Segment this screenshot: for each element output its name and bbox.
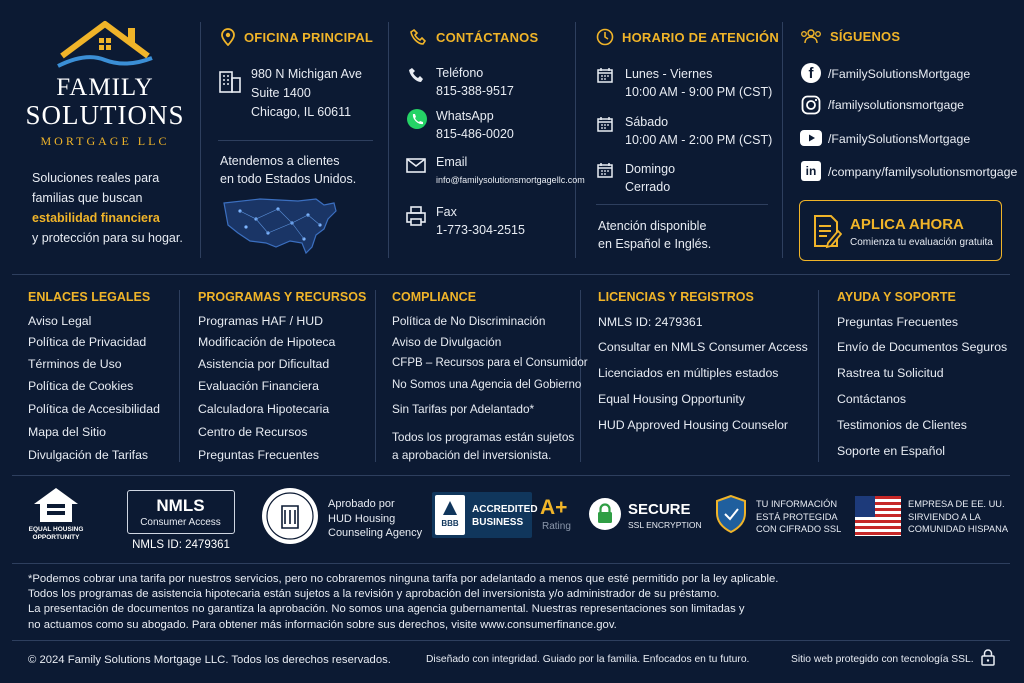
apply-now-sub: Comienza tu evaluación gratuita [850,237,993,248]
compliance-note: Todos los programas están sujetos a aprobación del inversionista. [392,430,575,462]
hours-row: Sábado 10:00 AM - 2:00 PM (CST) [625,115,773,147]
support-heading: AYUDA Y SOPORTE [837,290,956,304]
protection-label: TU INFORMACIÓN ESTÁ PROTEGIDA CON CIFRADO SSL [756,499,842,534]
hud-seal-icon [260,486,320,546]
secure-sub: SSL ENCRYPTION [628,520,702,530]
hud-label: Aprobado por HUD Housing Counseling Agency [328,498,423,539]
brand-name-line1: FAMILY [56,74,154,101]
hours-languages: Atención disponible en Español e Inglés. [598,219,712,251]
equal-housing-badge [26,486,86,546]
legal-link[interactable]: Divulgación de Tarifas [28,448,149,462]
social-youtube-link[interactable]: /FamilySolutionsMortgage [828,132,971,146]
compliance-link[interactable]: CFPB – Recursos para el Consumidor [392,357,588,369]
support-link[interactable]: Contáctanos [837,392,907,406]
legal-link[interactable]: Política de Accesibilidad [28,402,160,416]
compliance-link[interactable]: Sin Tarifas por Adelantado* [392,402,535,416]
secure-lock-icon [588,497,622,531]
compliance-link[interactable]: No Somos una Agencia del Gobierno [392,379,582,391]
nmls-id: NMLS ID: 2479361 [132,539,230,551]
logo[interactable] [20,18,190,153]
linkedin-icon[interactable]: in [801,161,821,181]
clock-icon [596,28,614,46]
brand-name-line3: MORTGAGE LLC [40,134,170,148]
social-heading: SÍGUENOS [800,28,900,44]
licenses-link[interactable]: HUD Approved Housing Counselor [598,418,789,432]
bbb-accredited: ACCREDITED BUSINESS [472,504,538,528]
programs-link[interactable]: Modificación de Hipoteca [198,335,336,349]
divider [12,475,1010,476]
divider [375,290,376,462]
shield-icon [714,494,748,534]
disclaimer: *Podemos cobrar una tarifa por nuestros servicios, pero no cobraremos ninguna tarifa por adelantado a menos que esté permitido por la ley aplicable. Todos los programas de asistencia hipotecaria están sujetos a la revisión y aprobación del inversionista y/o administrador de su préstamo. La presentación de documentos no garantiza la aprobación. No somos una agencia gubernamental. Nuestras representaciones son limitadas y no actuamos como su abogado. Para obtener más información sobre sus derechos, visite www.consumerfinance.gov. [28,573,779,631]
usa-flag-icon [855,496,901,536]
divider [388,22,389,258]
hours-row: Domingo Cerrado [625,162,676,194]
divider [179,290,180,462]
office-coverage: Atendemos a clientes en todo Estados Unidos. [220,154,357,186]
bbb-rating-label: Rating [542,521,571,532]
divider [782,22,783,258]
programs-link[interactable]: Centro de Recursos [198,425,308,439]
brand-tagline: Soluciones reales para familias que buscan estabilidad financiera y protección para su hogar. [32,168,200,248]
support-link[interactable]: Envío de Documentos Seguros [837,340,1008,354]
lock-icon [981,648,995,666]
licenses-link[interactable]: NMLS ID: 2479361 [598,315,703,329]
programs-link[interactable]: Evaluación Financiera [198,379,319,393]
divider [200,22,201,258]
divider [575,22,576,258]
social-linkedin-link[interactable]: /company/familysolutionsmortgage [828,165,1018,179]
ssl-notice: Sitio web protegido con tecnología SSL. [791,654,974,665]
social-facebook-link[interactable]: /FamilySolutionsMortgage [828,67,971,81]
contact-email[interactable]: Email info@familysolutionsmortgagellc.com [436,155,585,185]
equal-housing-label: EQUAL HOUSING OPPORTUNITY [28,526,84,541]
programs-link[interactable]: Calculadora Hipotecaria [198,402,330,416]
copyright: © 2024 Family Solutions Mortgage LLC. Todos los derechos reservados. [28,654,391,666]
legal-link[interactable]: Política de Cookies [28,379,134,393]
instagram-icon[interactable] [801,95,821,115]
legal-link[interactable]: Política de Privacidad [28,335,147,349]
legal-heading: ENLACES LEGALES [28,290,151,304]
brand-name-line2: SOLUTIONS [25,100,185,130]
legal-link[interactable]: Términos de Uso [28,357,122,371]
licenses-link[interactable]: Equal Housing Opportunity [598,392,745,406]
location-pin-icon [220,28,236,46]
youtube-icon[interactable] [800,130,822,146]
legal-link[interactable]: Aviso Legal [28,314,92,328]
legal-link[interactable]: Mapa del Sitio [28,425,106,439]
divider [12,640,1010,641]
equal-housing-icon [32,486,80,524]
nmls-sub: Consumer Access [140,517,221,528]
nmls-badge[interactable] [127,490,235,534]
tagline-highlight: estabilidad financiera [32,211,160,225]
licenses-link[interactable]: Consultar en NMLS Consumer Access [598,340,808,354]
usa-map-icon [220,195,340,257]
calendar-icon [597,162,613,178]
facebook-icon[interactable]: f [801,63,821,83]
bbb-rating: A+ [540,496,568,519]
contact-phone[interactable]: Teléfono 815-388-9517 [436,66,514,98]
contact-heading: CONTÁCTANOS [410,28,538,46]
secure-label: SECURE [628,501,691,518]
calendar-icon [597,116,613,132]
social-instagram-link[interactable]: /familysolutionsmortgage [828,98,965,112]
support-link[interactable]: Soporte en Español [837,444,946,458]
compliance-link[interactable]: Política de No Discriminación [392,314,546,328]
support-link[interactable]: Testimonios de Clientes [837,418,967,432]
hours-row: Lunes - Viernes 10:00 AM - 9:00 PM (CST) [625,67,773,99]
email-icon [406,158,426,173]
divider [218,140,373,141]
support-link[interactable]: Preguntas Frecuentes [837,315,958,329]
divider [596,204,768,205]
hours-heading: HORARIO DE ATENCIÓN [596,28,779,46]
office-address: 980 N Michigan Ave Suite 1400 Chicago, IL 60611 [251,67,362,119]
licenses-heading: LICENCIAS Y REGISTROS [598,290,754,304]
programs-link[interactable]: Asistencia por Dificultad [198,357,330,371]
apply-now-button[interactable] [799,200,1002,261]
programs-link[interactable]: Preguntas Frecuentes [198,448,319,462]
office-heading: OFICINA PRINCIPAL [220,28,373,46]
whatsapp-icon [406,108,428,130]
bbb-badge[interactable] [432,492,538,538]
nmls-title: NMLS [156,496,205,515]
programs-heading: PROGRAMAS Y RECURSOS [198,290,367,304]
house-logo-icon [56,18,154,70]
phone-icon [410,28,428,46]
usa-company-label: EMPRESA DE EE. UU. SIRVIENDO A LA COMUNIDAD HISPANA [908,499,1009,534]
compliance-link[interactable]: Aviso de Divulgación [392,335,502,349]
divider [12,563,1010,564]
building-icon [218,66,242,94]
contact-whatsapp[interactable]: WhatsApp 815-486-0020 [436,109,514,141]
divider [12,274,1010,275]
calendar-icon [597,67,613,83]
programs-link[interactable]: Programas HAF / HUD [198,314,324,328]
bbb-logo-icon: BBB [435,495,465,535]
divider [818,290,819,462]
divider [580,290,581,462]
contact-fax[interactable]: Fax 1-773-304-2515 [436,205,525,237]
fax-icon [406,206,426,226]
support-link[interactable]: Rastrea tu Solicitud [837,366,944,380]
footer-motto: Diseñado con integridad. Guiado por la familia. Enfocados en tu futuro. [426,654,750,665]
licenses-link[interactable]: Licenciados en múltiples estados [598,366,779,380]
compliance-heading: COMPLIANCE [392,290,477,304]
phone-icon [408,66,426,84]
people-icon [800,28,822,44]
apply-now-label: APLICA AHORA [850,216,964,233]
application-form-icon [812,213,842,249]
